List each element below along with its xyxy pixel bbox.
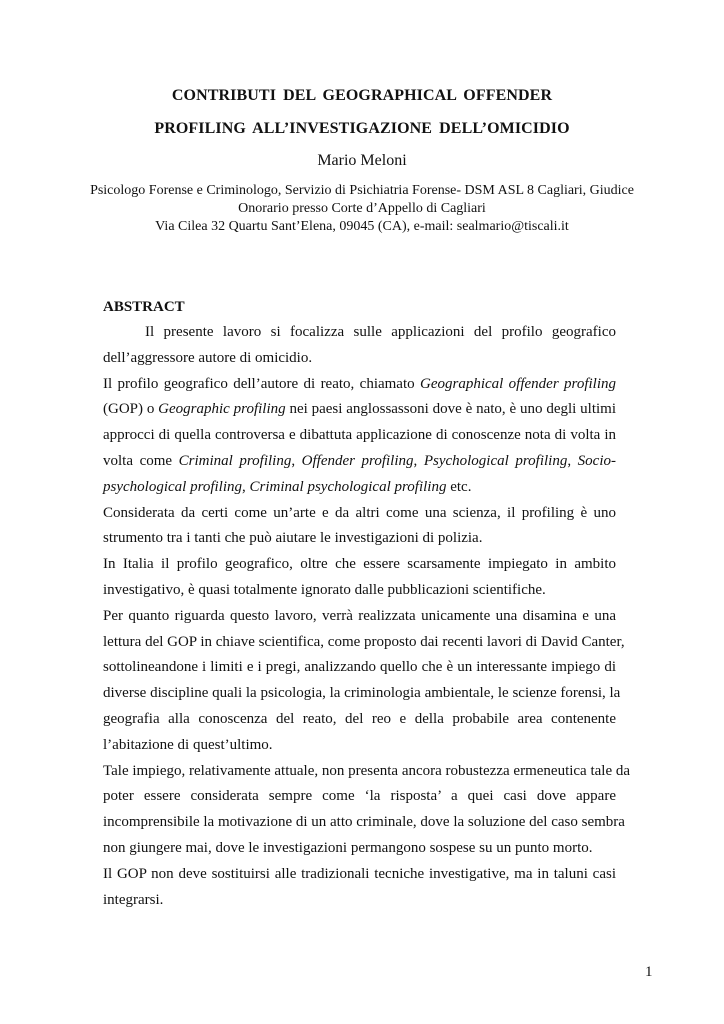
- abstract-line: strumento tra i tanti che può aiutare le investigazioni di polizia.: [103, 530, 483, 547]
- affiliation-line-2: Onorario presso Corte d’Appello di Cagliari: [238, 201, 486, 216]
- abstract-line: Considerata da certi come un’arte e da altri come una scienza, il profiling è uno: [103, 504, 616, 521]
- abstract-line: (GOP) o Geographic profiling nei paesi anglossassoni dove è nato, è uno degli ultimi: [103, 401, 617, 418]
- abstract-line: non giungere mai, dove le investigazioni permangono sospese su un punto morto.: [103, 839, 593, 856]
- title-line-2: PROFILING ALL’INVESTIGAZIONE DELL’OMICIDIO: [154, 120, 570, 137]
- affiliation-line-3: Via Cilea 32 Quartu Sant’Elena, 09045 (CA), e-mail: sealmario@tiscali.it: [155, 219, 569, 234]
- abstract-body: [103, 320, 631, 913]
- abstract-line: In Italia il profilo geografico, oltre che essere scarsamente impiegato in ambito: [103, 556, 616, 573]
- abstract-line: Il GOP non deve sostituirsi alle tradizionali tecniche investigative, ma in taluni casi: [103, 865, 616, 882]
- abstract-line: Per quanto riguarda questo lavoro, verrà realizzata unicamente una disamina e una: [103, 607, 616, 624]
- abstract-line: Il presente lavoro si focalizza sulle applicazioni del profilo geografico: [145, 324, 616, 340]
- title-line-1: CONTRIBUTI DEL GEOGRAPHICAL OFFENDER: [171, 87, 553, 104]
- abstract-line: geografia alla conoscenza del reato, del reo e della probabile area contenente: [103, 710, 616, 727]
- abstract-line: investigativo, è quasi totalmente ignorato dalle pubblicazioni scientifiche.: [103, 581, 546, 598]
- affiliation-line-1: Psicologo Forense e Criminologo, Servizio di Psichiatria Forense- DSM ASL 8 Cagliari, Giudice: [90, 183, 634, 198]
- abstract-heading: ABSTRACT: [103, 299, 185, 315]
- abstract-line: sottolineandone i limiti e i pregi, analizzando quello che è un interessante impiego di: [103, 659, 616, 676]
- page-number: 1: [645, 964, 653, 980]
- abstract-line: dell’aggressore autore di omicidio.: [103, 349, 313, 366]
- abstract-line: Tale impiego, relativamente attuale, non presenta ancora robustezza ermeneutica tale da: [103, 762, 631, 779]
- abstract-line: psychological profiling, Criminal psychological profiling etc.: [103, 478, 472, 495]
- abstract-line: approcci di quella controversa e dibattuta applicazione di conoscenze nota di volta in: [103, 427, 616, 444]
- abstract-line: l’abitazione di quest’ultimo.: [103, 736, 273, 753]
- abstract-line: incomprensibile la motivazione di un atto criminale, dove la soluzione del caso sembra: [103, 814, 625, 831]
- abstract-line: integrarsi.: [103, 891, 164, 908]
- abstract-line: diverse discipline quali la psicologia, la criminologia ambientale, le scienze forensi, la: [103, 685, 621, 702]
- abstract-line: Il profilo geografico dell’autore di reato, chiamato Geographical offender profiling: [103, 375, 616, 392]
- abstract-line: poter essere considerata sempre come ‘la risposta’ a quei casi dove appare: [103, 788, 616, 805]
- abstract-line: volta come Criminal profiling, Offender profiling, Psychological profiling, Socio-: [103, 452, 616, 469]
- author-name: Mario Meloni: [317, 152, 407, 169]
- abstract-line: lettura del GOP in chiave scientifica, come proposto dai recenti lavori di David Canter,: [103, 633, 625, 650]
